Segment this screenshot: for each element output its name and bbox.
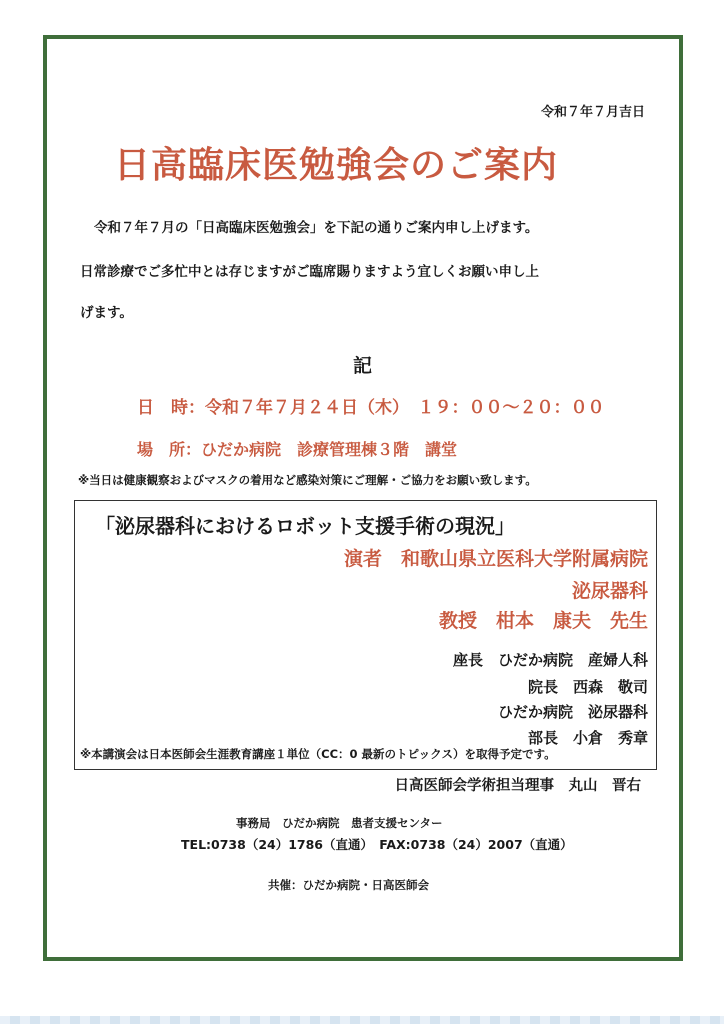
contact-phone-fax: TEL:0738（24）1786（直通） FAX:0738（24）2007（直通） (181, 837, 573, 852)
intro-line-3: げます。 (80, 305, 133, 321)
speaker-name: 教授 柑本 康夫 先生 (438, 610, 648, 632)
office-info: 事務局 ひだか病院 患者支援センター (236, 816, 443, 830)
credit-note: ※本講演会は日本医師会生涯教育講座１単位（CC：0 最新のトピックス）を取得予定です。 (80, 747, 556, 761)
intro-line-1: 令和７年７月の「日高臨床医勉強会」を下記の通りご案内申し上げます。 (94, 220, 539, 236)
intro-line-2: 日常診療でご多忙中とは存じますがご臨席賜りますよう宜しくお願い申し上 (80, 264, 539, 280)
event-place: 場 所：ひだか病院 診療管理棟３階 講堂 (137, 440, 458, 459)
infection-note: ※当日は健康観察およびマスクの着用など感染対策にご理解・ご協力をお願い致します。 (78, 473, 537, 487)
co-organizers: 共催：ひだか病院・日高医師会 (268, 878, 429, 892)
lecture-title: 「泌尿器科におけるロボット支援手術の現況」 (95, 514, 515, 538)
scan-bottom-edge (0, 1016, 724, 1024)
speaker-affiliation: 演者 和歌山県立医科大学附属病院 (343, 548, 648, 570)
chair-name-2: 部長 小倉 秀章 (527, 729, 648, 747)
speaker-department: 泌尿器科 (571, 580, 648, 602)
chair-affiliation-1: 座長 ひだか病院 産婦人科 (452, 651, 648, 669)
issue-date: 令和７年７月吉日 (540, 105, 645, 120)
page-title: 日高臨床医勉強会のご案内 (114, 145, 559, 186)
chair-affiliation-2: ひだか病院 泌尿器科 (497, 703, 648, 721)
chair-name-1: 院長 西森 敬司 (527, 678, 648, 696)
ki-heading: 記 (353, 355, 373, 377)
academic-director: 日高医師会学術担当理事 丸山 晋右 (394, 778, 641, 794)
event-datetime: 日 時：令和７年７月２４日（木） １９：００～２０：００ (137, 398, 605, 418)
